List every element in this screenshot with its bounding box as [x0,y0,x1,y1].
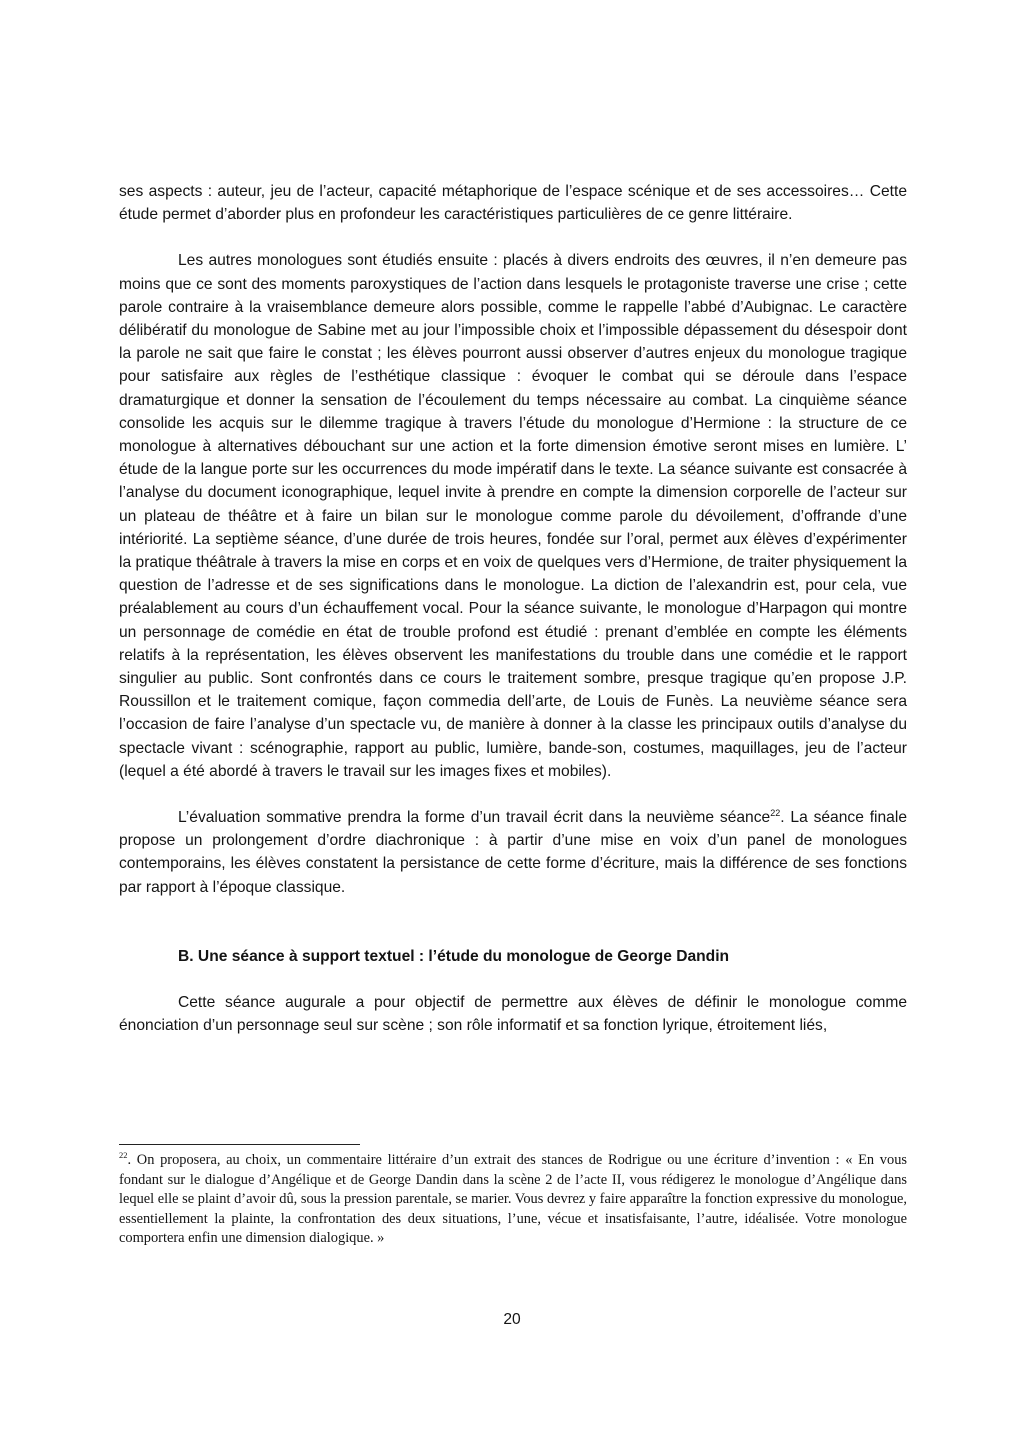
page-number: 20 [503,1311,521,1328]
paragraph-spacer [119,783,907,806]
footnote-separator [119,1144,360,1145]
paragraph-spacer [119,968,907,991]
footnote-number: 22 [119,1150,128,1161]
body-text [119,180,907,1038]
paragraph-evaluation [119,806,907,899]
evaluation-text-end: . La séance finale propose un prolongement d’ordre diachronique : à partir d’une mise en voix d’un panel de monologues contemporains, les élèves constatent la persistance de cette forme d’écriture, mais la différence de ses fonctions par rapport à l’époque classique. [119,809,907,896]
section-spacer [119,899,907,945]
footnote [119,1151,907,1249]
paragraph-spacer [119,226,907,249]
section-heading: B. Une séance à support textuel : l’étude du monologue de George Dandin [178,947,730,965]
paragraph-augural-session: Cette séance augurale a pour objectif de permettre aux élèves de définir le monologue comme énonciation d’un personnage seul sur scène ; son rôle informatif et sa fonction lyrique, étroitement liés, [119,994,907,1035]
footnote-text: . On proposera, au choix, un commentaire littéraire d’un extrait des stances de Rodrigue ou une écriture d’invention : « En vous fondant sur le dialogue d’Angélique et de George Dandin dans la scène 2 de l’acte II, vous rédigerez le monologue d’Angélique dans lequel elle se plaint d’avoir dû, sous la pression parentale, se marier. Vous devrez y faire apparaître la fonction expressive du monologue, essentiellement la plainte, la confrontation des deux situations, l’une, vécue et insatisfaisante, l’autre, idéalisée. Votre monologue comportera enfin une dimension dialogique. » [119,1152,907,1246]
paragraph-other-monologues: Les autres monologues sont étudiés ensuite : placés à divers endroits des œuvres, il n’en demeure pas moins que ce sont des moments paroxystiques de l’action dans lesquels le protagoniste traverse une crise ; cette parole contraire à la vraisemblance demeure alors possible, comme le rappelle l’abbé d’Aubignac. Le caractère délibératif du monologue de Sabine met au jour l’impossible choix et l’impossible dépassement du désespoir dont la parole ne sait que faire le constat ; les élèves pourront aussi observer d’autres enjeux du monologue tragique pour satisfaire aux règles de l’esthétique classique : évoquer le combat qui se déroule dans l’espace dramaturgique et donner la sensation de l’écoulement du temps nécessaire au combat. La cinquième séance consolide les acquis sur le dilemme tragique à travers l’étude du monologue d’Hermione : la structure de ce monologue à alternatives débouchant sur une action et la forte dimension émotive seront mises en lumière. L’ étude de la langue porte sur les occurrences du mode impératif dans le texte. La séance suivante est consacrée à l’analyse du document iconographique, lequel invite à prendre en compte la dimension corporelle de l’acteur sur un plateau de théâtre et à faire un bilan sur le monologue comme parole du dévoilement, d’offrande d’une intériorité. La septième séance, d’une durée de trois heures, fondée sur l’oral, permet aux élèves d’expérimenter la pratique théâtrale à travers la mise en corps et en voix de quelques vers d’Hermione, de traiter physiquement la question de l’adresse et de ses significations dans le monologue. La diction de l’alexandrin est, pour cela, vue préalablement au cours d’un échauffement vocal. Pour la séance suivante, le monologue d’Harpagon qui montre un personnage de comédie en état de trouble profond est étudié : prenant d’emblée en compte les éléments relatifs à la représentation, les élèves observent les manifestations du trouble dans une comédie et le rapport singulier au public. Sont confrontés dans ce cours le traitement sombre, presque tragique qu’en propose J.P. Roussillon et le traitement comique, façon commedia dell’arte, de Louis de Funès. La neuvième séance sera l’occasion de faire l’analyse d’un spectacle vu, de manière à donner à la classe les principaux outils d’analyse du spectacle vivant : scénographie, rapport au public, lumière, bande-son, costumes, maquillages, jeu de l’acteur (lequel a été abordé à travers le travail sur les images fixes et mobiles). [119,252,907,780]
footnote-reference[interactable]: 22 [770,807,781,818]
evaluation-text-start: L’évaluation sommative prendra la forme d’un travail écrit dans la neuvième séance [178,809,771,827]
paragraph-continued: ses aspects : auteur, jeu de l’acteur, capacité métaphorique de l’espace scénique et de ses accessoires… Cette étude permet d’aborder plus en profondeur les caractéristiques particulières de ce genre littéraire. [119,183,907,224]
